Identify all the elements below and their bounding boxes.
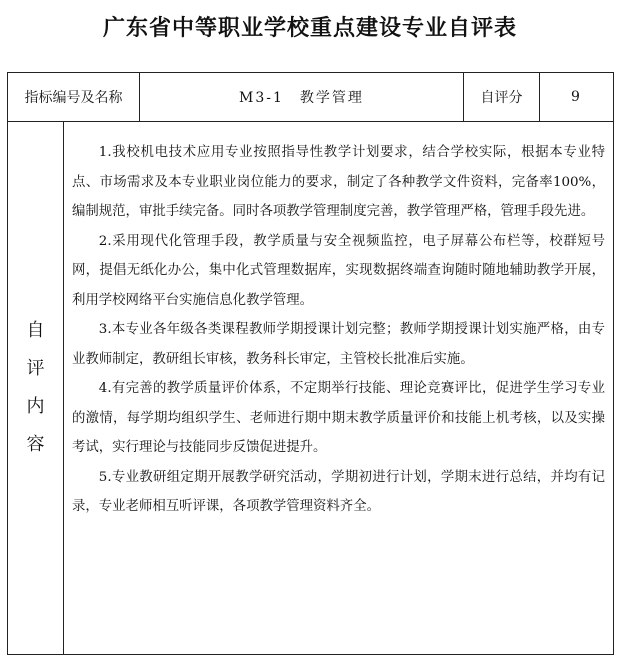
paragraph-5: 5.专业教研组定期开展教学研究活动，学期初进行计划，学期末进行总结，并均有记录，专业老师相互听评课，各项教学管理资料齐全。 [72, 469, 605, 514]
side-label-char: 评 [26, 358, 45, 379]
side-label-char: 内 [26, 396, 45, 417]
score-value: 9 [540, 73, 614, 122]
header-row [8, 73, 614, 122]
paragraph-2: 2.采用现代化管理手段，教学质量与安全视频监控，电子屏幕公布栏等，校群短号网，提倡无纸化办公，集中化式管理数据库，实现数据终端查询随时随地辅助教学开展，利用学校网络平台实施信息化教学管理。 [72, 233, 605, 308]
paragraph-3: 3.本专业各年级各类课程教师学期授课计划完整；教师学期授课计划实施严格，由专业教师制定，教研组长审核，教务科长审定，主管校长批准后实施。 [72, 322, 605, 367]
paragraph-4: 4.有完善的教学质量评价体系，不定期举行技能、理论竞赛评比，促进学生学习专业的激情，每学期均组织学生、老师进行期中期末教学质量评价和技能上机考核，以及实操考试，实行理论与技能同步反馈促进提升。 [72, 381, 605, 455]
content-row [8, 122, 614, 655]
indicator-value: M3-1 教学管理 [140, 73, 464, 122]
side-label [8, 122, 64, 655]
content-body [64, 122, 613, 522]
form-title: 广东省中等职业学校重点建设专业自评表 [102, 16, 517, 41]
paragraph-1: 1.我校机电技术应用专业按照指导性教学计划要求，结合学校实际，根据本专业特点、市场需求及本专业职业岗位能力的要求，制定了各种教学文件资料，完备率100%，编制规范，审批手续完备。同时各项教学管理制度完善，教学管理严格，管理手段先进。 [72, 145, 605, 219]
self-evaluation-table [7, 72, 614, 655]
indicator-label: 指标编号及名称 [8, 73, 140, 122]
content-cell [64, 122, 614, 655]
side-label-char: 容 [26, 434, 45, 455]
side-label-char: 自 [26, 320, 45, 341]
score-label: 自评分 [464, 73, 540, 122]
